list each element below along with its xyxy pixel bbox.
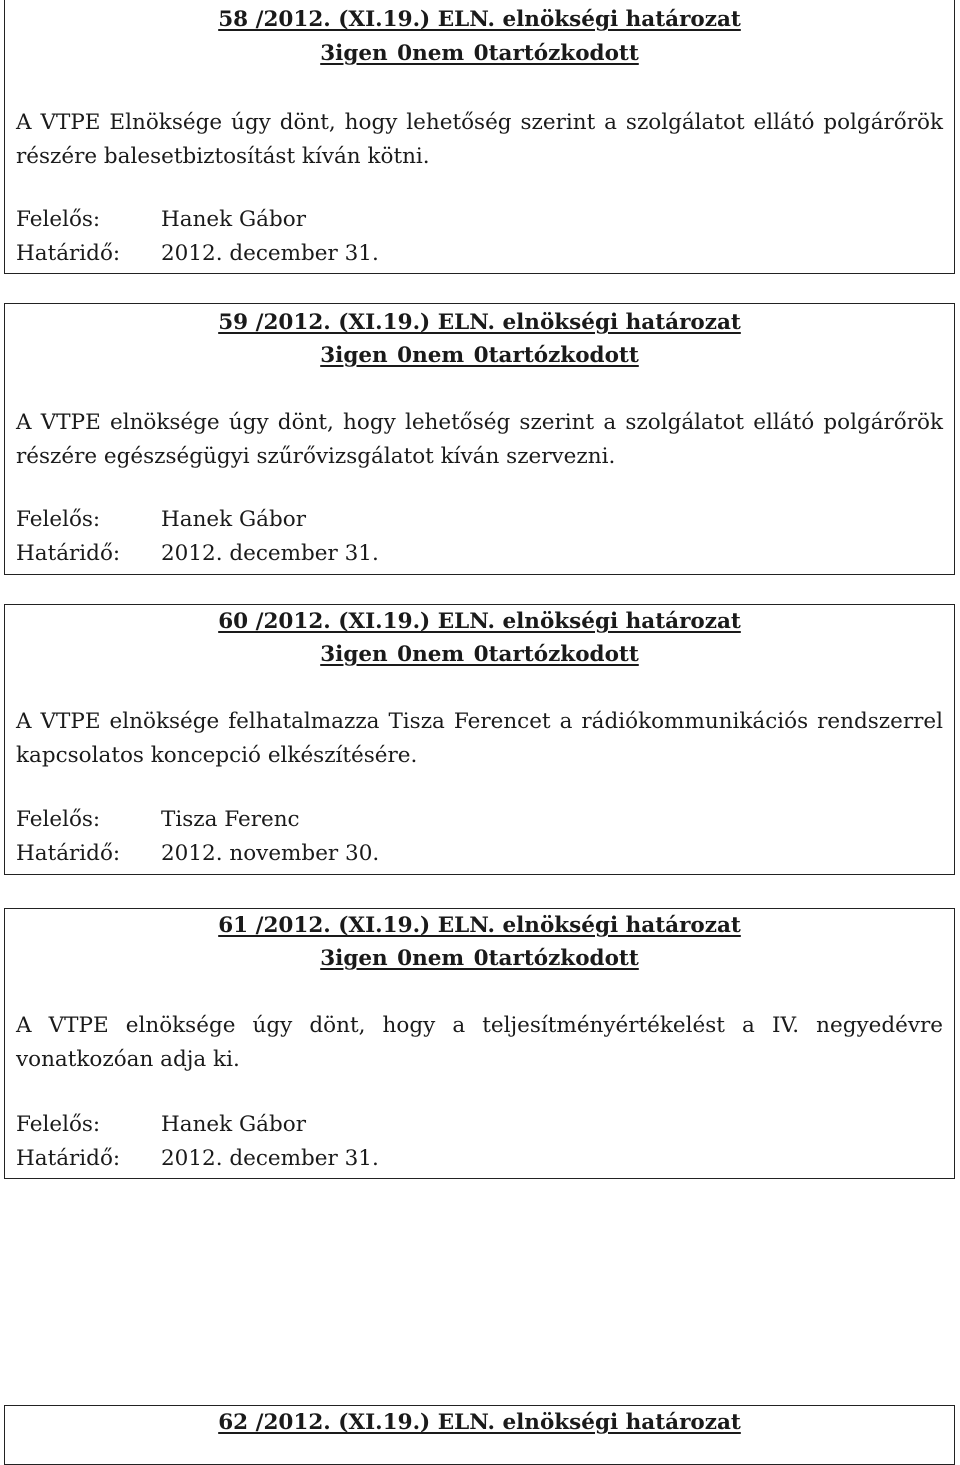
resolution-box-62: [4, 1405, 955, 1465]
resolution-text: A VTPE elnöksége úgy dönt, hogy lehetőség szerint a szolgálatot ellátó polgárőrök részére egészségügyi szűrővizsgálatot kíván szervezni.: [16, 410, 943, 469]
deadline-value: 2012. december 31.: [161, 541, 379, 566]
responsible-row: [16, 805, 300, 835]
resolution-number: 58 /2012. (XI.19.) ELN. elnökségi határozat: [218, 7, 741, 32]
deadline-value: 2012. december 31.: [161, 1146, 379, 1171]
responsible-value: Hanek Gábor: [161, 1112, 306, 1137]
responsible-row: [16, 205, 306, 235]
vote-result: 3igen 0nem 0tartózkodott: [320, 41, 639, 66]
vote-result: 3igen 0nem 0tartózkodott: [320, 642, 639, 667]
responsible-row: [16, 505, 306, 535]
responsible-value: Hanek Gábor: [161, 507, 306, 532]
deadline-label: Határidő:: [16, 1146, 121, 1171]
deadline-row: [16, 539, 379, 569]
resolution-number: 59 /2012. (XI.19.) ELN. elnökségi határozat: [218, 310, 741, 335]
vote-result: 3igen 0nem 0tartózkodott: [320, 343, 639, 368]
responsible-label: Felelős:: [16, 807, 101, 832]
deadline-label: Határidő:: [16, 841, 121, 866]
responsible-label: Felelős:: [16, 507, 101, 532]
resolution-number: 62 /2012. (XI.19.) ELN. elnökségi határozat: [218, 1410, 741, 1435]
responsible-value: Hanek Gábor: [161, 207, 306, 232]
vote-result: 3igen 0nem 0tartózkodott: [320, 946, 639, 971]
responsible-label: Felelős:: [16, 1112, 101, 1137]
resolution-box-61: [4, 908, 955, 1179]
resolution-number: 60 /2012. (XI.19.) ELN. elnökségi határozat: [218, 609, 741, 634]
deadline-label: Határidő:: [16, 241, 121, 266]
resolution-number: 61 /2012. (XI.19.) ELN. elnökségi határozat: [218, 913, 741, 938]
responsible-row: [16, 1110, 306, 1140]
resolution-box-59: [4, 303, 955, 575]
resolution-text: A VTPE Elnöksége úgy dönt, hogy lehetőség szerint a szolgálatot ellátó polgárőrök részére balesetbiztosítást kíván kötni.: [16, 110, 943, 169]
resolution-box-58: [4, 0, 955, 274]
deadline-value: 2012. december 31.: [161, 241, 379, 266]
responsible-value: Tisza Ferenc: [161, 807, 300, 832]
deadline-value: 2012. november 30.: [161, 841, 380, 866]
resolution-text: A VTPE elnöksége felhatalmazza Tisza Ferencet a rádiókommunikációs rendszerrel kapcsolatos koncepció elkészítésére.: [16, 709, 943, 768]
deadline-label: Határidő:: [16, 541, 121, 566]
deadline-row: [16, 1144, 379, 1174]
responsible-label: Felelős:: [16, 207, 101, 232]
resolution-box-60: [4, 604, 955, 875]
deadline-row: [16, 839, 379, 869]
deadline-row: [16, 239, 379, 269]
resolution-text: A VTPE elnöksége úgy dönt, hogy a teljesítményértékelést a IV. negyedévre vonatkozóan adja ki.: [16, 1013, 943, 1072]
